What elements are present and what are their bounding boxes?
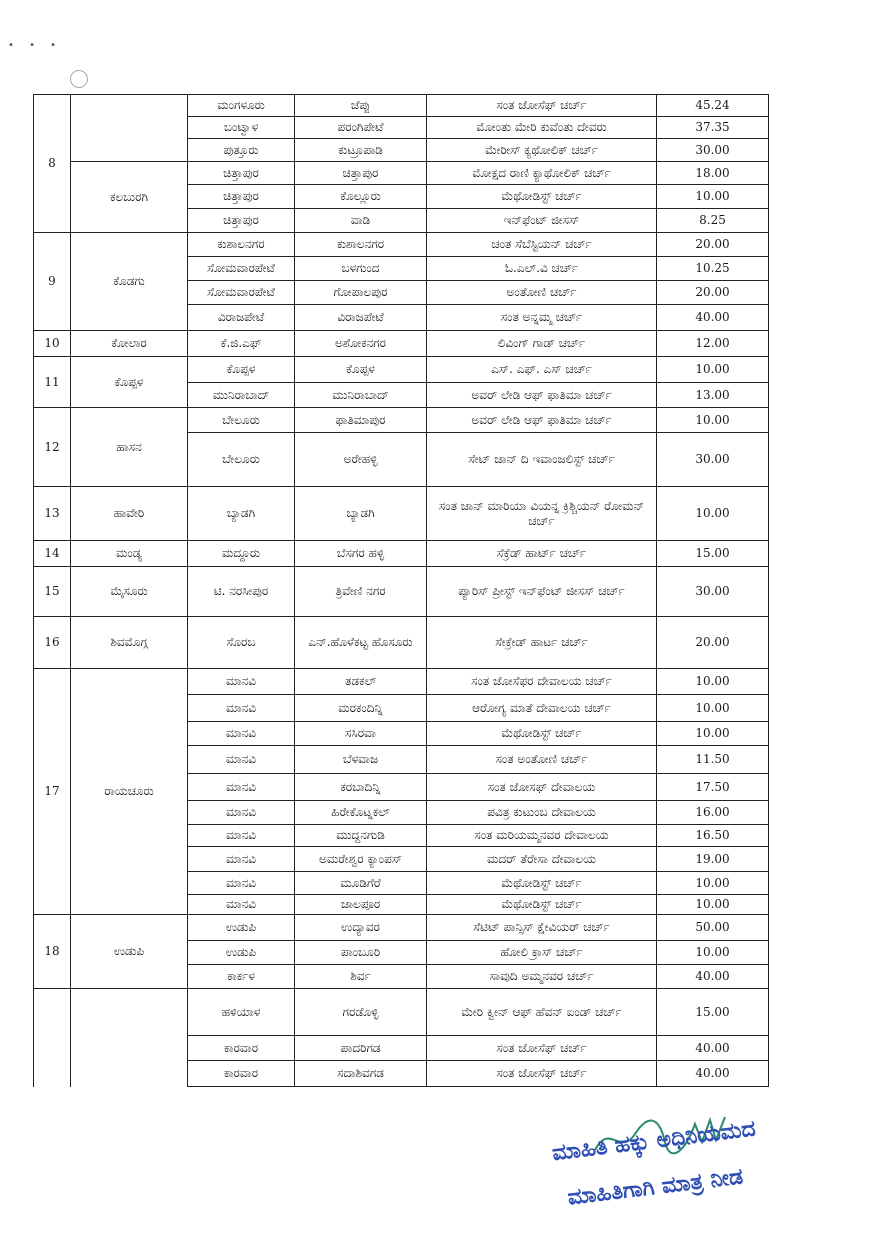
amount-cell: 37.35 [657, 117, 769, 139]
amount-cell: 16.00 [657, 801, 769, 825]
place-cell: ಮರಕಂದಿನ್ನಿ [295, 695, 427, 722]
serial-cell: 16 [34, 617, 71, 669]
taluk-cell: ಪುತ್ತೂರು [188, 139, 295, 162]
church-cell: ಮೇರೀಸ್ ಕ್ಯಥೋಲಿಕ್ ಚರ್ಚ್ [427, 139, 657, 162]
amount-cell: 10.00 [657, 487, 769, 541]
place-cell: ಶಿರ್ವ [295, 965, 427, 989]
place-cell: ಎನ್.ಹೊಳೆಕಟ್ಟ ಹೊಸೂರು [295, 617, 427, 669]
place-cell: ಮುದ್ದನಗುಡಿ [295, 825, 427, 847]
table-row [34, 487, 769, 541]
table-row [34, 915, 769, 941]
church-cell: ಹೋಲಿ ಕ್ರಾಸ್ ಚರ್ಚ್ [427, 941, 657, 965]
place-cell: ಕೊಪ್ಪಳ [295, 357, 427, 383]
taluk-cell: ಚಿತ್ತಾಪುರ [188, 209, 295, 233]
district-cell: ಶಿವಮೊಗ್ಗ [71, 617, 188, 669]
amount-cell: 40.00 [657, 305, 769, 331]
place-cell: ಗೋಪಾಲಪುರ [295, 281, 427, 305]
taluk-cell: ಮಾನವಿ [188, 847, 295, 872]
place-cell: ಕುಶಾಲನಗರ [295, 233, 427, 257]
amount-cell: 16.50 [657, 825, 769, 847]
taluk-cell: ಮಾನವಿ [188, 669, 295, 695]
place-cell: ತಡಕಲ್ [295, 669, 427, 695]
church-cell: ಎಸ್. ಎಫ್. ಎಸ್ ಚರ್ಚ್ [427, 357, 657, 383]
table-row [34, 669, 769, 695]
place-cell: ಪಾಂಬೂರಿ [295, 941, 427, 965]
amount-cell: 10.00 [657, 722, 769, 746]
serial-cell: 18 [34, 915, 71, 989]
amount-cell: 15.00 [657, 989, 769, 1036]
place-cell: ಕೊಲ್ಲೂರು [295, 185, 427, 209]
church-cell: ಸಾವುದಿ ಅಮ್ಮನವರ ಚರ್ಚ್ [427, 965, 657, 989]
taluk-cell: ಕಾರ್ಕಳ [188, 965, 295, 989]
church-cell: ಸೇಕ್ರೇಡ್ ಹಾರ್ಟ ಚರ್ಚ್ [427, 617, 657, 669]
place-cell: ಕರಬಾದಿನ್ನಿ [295, 774, 427, 801]
taluk-cell: ಮಾನವಿ [188, 801, 295, 825]
district-cell: ರಾಯಚೂರು [71, 669, 188, 915]
taluk-cell: ಸೊರಬ [188, 617, 295, 669]
taluk-cell: ಮಾನವಿ [188, 695, 295, 722]
taluk-cell: ಕಾರವಾರ [188, 1061, 295, 1087]
amount-cell: 10.00 [657, 185, 769, 209]
taluk-cell: ಮಾನವಿ [188, 825, 295, 847]
church-cell: ಸಂತ ಅಂತೋಣಿ ಚರ್ಚ್ [427, 746, 657, 774]
stamp-line-2: ಮಾಹಿತಿಗಾಗಿ ಮಾತ್ರ ನೀಡ [566, 1164, 745, 1211]
place-cell: ಬಳಗುಂದ [295, 257, 427, 281]
place-cell: ವಾಡಿ [295, 209, 427, 233]
church-cell: ಸಂತ ಜಾನ್ ಮಾರಿಯಾ ವಿಯನ್ನ ಕ್ರಿಶ್ಚಿಯನ್ ರೋಮನ್ ಚರ್ಚ್ [427, 487, 657, 541]
district-cell [71, 989, 188, 1087]
amount-cell: 40.00 [657, 1036, 769, 1061]
district-cell: ಮಂಡ್ಯ [71, 541, 188, 567]
amount-cell: 40.00 [657, 965, 769, 989]
amount-cell: 30.00 [657, 433, 769, 487]
church-cell: ಸೇಟ್ ಜಾನ್ ದಿ ಇವಾಂಜಲಿಸ್ಟ್ ಚರ್ಚ್ [427, 433, 657, 487]
table-row [34, 357, 769, 383]
amount-cell: 20.00 [657, 617, 769, 669]
place-cell: ಮೂಡಿಗೆರೆ [295, 872, 427, 895]
district-cell: ಕೊಪ್ಪಳ [71, 357, 188, 408]
district-cell [71, 95, 188, 162]
church-cell: ಸೆಕ್ರೆಡ್ ಹಾರ್ಟ್ ಚರ್ಚ್ [427, 541, 657, 567]
place-cell: ತ್ರಿವೇಣಿ ನಗರ [295, 567, 427, 617]
serial-cell: 12 [34, 408, 71, 487]
amount-cell: 30.00 [657, 139, 769, 162]
amount-cell: 18.00 [657, 162, 769, 185]
place-cell: ಬ್ಯಾಡಗಿ [295, 487, 427, 541]
amount-cell: 19.00 [657, 847, 769, 872]
table-row [34, 331, 769, 357]
taluk-cell: ಹಳಿಯಾಳ [188, 989, 295, 1036]
church-cell: ಸಂತ ಜೋಸೆಫ್ ಚರ್ಚ್ [427, 95, 657, 117]
place-cell: ಉದ್ಯಾವರ [295, 915, 427, 941]
amount-cell: 10.00 [657, 695, 769, 722]
church-cell: ಅವರ್ ಲೇಡಿ ಆಫ್ ಫಾತಿಮಾ ಚರ್ಚ್ [427, 383, 657, 408]
table-row [34, 617, 769, 669]
taluk-cell: ಸೋಮವಾರಪೇಟೆ [188, 257, 295, 281]
church-grant-table [33, 94, 769, 1087]
taluk-cell: ಮಂಗಳೂರು [188, 95, 295, 117]
taluk-cell: ಚಿತ್ತಾಪುರ [188, 185, 295, 209]
church-cell: ಇನ್‌ಫೆಂಟ್ ಜೀಸಸ್ [427, 209, 657, 233]
serial-cell: 11 [34, 357, 71, 408]
table-row [34, 233, 769, 257]
amount-cell: 20.00 [657, 281, 769, 305]
taluk-cell: ಮಾನವಿ [188, 872, 295, 895]
taluk-cell: ಮಾನವಿ [188, 722, 295, 746]
district-cell: ಕಲಬುರಗಿ [71, 162, 188, 233]
amount-cell: 8.25 [657, 209, 769, 233]
table-row [34, 95, 769, 117]
amount-cell: 11.50 [657, 746, 769, 774]
district-cell: ಮೈಸೂರು [71, 567, 188, 617]
taluk-cell: ಕಾರವಾರ [188, 1036, 295, 1061]
taluk-cell: ಚಿತ್ತಾಪುರ [188, 162, 295, 185]
taluk-cell: ಮದ್ದೂರು [188, 541, 295, 567]
table-row [34, 408, 769, 433]
taluk-cell: ಕುಶಾಲನಗರ [188, 233, 295, 257]
district-cell: ಹಾವೇರಿ [71, 487, 188, 541]
table-row [34, 567, 769, 617]
church-cell: ಮೋಕ್ಷದ ರಾಣಿ ಕ್ಯಾಥೋಲಿಕ್ ಚರ್ಚ್ [427, 162, 657, 185]
district-cell: ಉಡುಪಿ [71, 915, 188, 989]
rti-stamp [528, 1083, 839, 1229]
amount-cell: 13.00 [657, 383, 769, 408]
margin-dots: • • • [8, 40, 63, 51]
place-cell: ವಿರಾಜಪೇಟೆ [295, 305, 427, 331]
church-cell: ಸಂತ ಮರಿಯಮ್ಮನವರ ದೇವಾಲಯ [427, 825, 657, 847]
church-cell: ಸಂತ ಜೋಸೆಫ್ ಚರ್ಚ್ [427, 1036, 657, 1061]
place-cell: ಗರಡೊಳ್ಳಿ [295, 989, 427, 1036]
place-cell: ಹಿರೇಕೊಟ್ನಕಲ್ [295, 801, 427, 825]
amount-cell: 17.50 [657, 774, 769, 801]
serial-cell: 15 [34, 567, 71, 617]
church-cell: ಮೋಂತು ಮೇರಿ ಕುವೆಂತು ದೇವರು [427, 117, 657, 139]
taluk-cell: ವಿರಾಜಪೇಟೆ [188, 305, 295, 331]
church-cell: ಮೇರಿ ಕ್ವೀನ್ ಆಫ್ ಹೆವನ್ ಐಂಡ್ ಚರ್ಚ್ [427, 989, 657, 1036]
church-cell: ಲಿವಿಂಗ್ ಗಾಡ್ ಚರ್ಚ್ [427, 331, 657, 357]
amount-cell: 50.00 [657, 915, 769, 941]
taluk-cell: ಸೋಮವಾರಪೇಟೆ [188, 281, 295, 305]
church-cell: ಆರೋಗ್ಯ ಮಾತೆ ದೇವಾಲಯ ಚರ್ಚ್ [427, 695, 657, 722]
church-cell: ಚಂತ ಸೆಬೆಸ್ಟಿಯನ್ ಚರ್ಚ್ [427, 233, 657, 257]
church-cell: ಮೆಥೋಡಿಸ್ಟ್ ಚರ್ಚ್ [427, 185, 657, 209]
taluk-cell: ಬ್ಯಾಡಗಿ [188, 487, 295, 541]
taluk-cell: ಬೇಲೂರು [188, 408, 295, 433]
amount-cell: 10.25 [657, 257, 769, 281]
taluk-cell: ಉಡುಪಿ [188, 941, 295, 965]
place-cell: ಪಾದರಿಗಡ [295, 1036, 427, 1061]
amount-cell: 30.00 [657, 567, 769, 617]
church-cell: ಸೆಟಿಟ್ ಪಾನ್ಸಿಸ್ ಕ್ಷೇವಿಯರ್ ಚರ್ಚ್ [427, 915, 657, 941]
church-cell: ಮೆಥೋಡಿಸ್ಟ್ ಚರ್ಚ್ [427, 872, 657, 895]
amount-cell: 10.00 [657, 941, 769, 965]
taluk-cell: ಕೊಪ್ಪಳ [188, 357, 295, 383]
amount-cell: 10.00 [657, 357, 769, 383]
church-cell: ಸಂತ ಅನ್ನಮ್ಮ ಚರ್ಚ್ [427, 305, 657, 331]
taluk-cell: ಬೇಲೂರು [188, 433, 295, 487]
serial-cell: 9 [34, 233, 71, 331]
table-row [34, 162, 769, 185]
district-cell: ಕೋಲಾರ [71, 331, 188, 357]
place-cell: ಪರಂಗಿಪೇಟೆ [295, 117, 427, 139]
place-cell: ಬೆಳವಾಜ [295, 746, 427, 774]
punch-hole [70, 70, 88, 88]
serial-cell: 10 [34, 331, 71, 357]
taluk-cell: ಕೆ.ಜಿ.ಎಫ್ [188, 331, 295, 357]
church-cell: ಮೆಥೋಡಿಸ್ಟ್ ಚರ್ಚ್ [427, 895, 657, 915]
church-cell: ಸಂತ ಜೋಸೆಫ್ ಚರ್ಚ್ [427, 1061, 657, 1087]
taluk-cell: ಉಡುಪಿ [188, 915, 295, 941]
amount-cell: 10.00 [657, 895, 769, 915]
taluk-cell: ಟಿ. ನರಸೀಪುರ [188, 567, 295, 617]
place-cell: ಕುಟ್ರೂಪಾಡಿ [295, 139, 427, 162]
amount-cell: 40.00 [657, 1061, 769, 1087]
place-cell: ಮುನಿರಾಬಾದ್ [295, 383, 427, 408]
church-cell: ಅವರ್ ಲೇಡಿ ಆಫ್ ಫಾತಿಮಾ ಚರ್ಚ್ [427, 408, 657, 433]
taluk-cell: ಮಾನವಿ [188, 774, 295, 801]
place-cell: ಸಸಿರವಾ [295, 722, 427, 746]
amount-cell: 10.00 [657, 669, 769, 695]
amount-cell: 45.24 [657, 95, 769, 117]
taluk-cell: ಮಾನವಿ [188, 746, 295, 774]
place-cell: ಚಿತ್ತಾಪುರ [295, 162, 427, 185]
stamp-line-1: ಮಾಹಿತಿ ಹಕ್ಕು ಅಧಿನಿಯಮದ [550, 1116, 757, 1167]
church-cell: ಓ.ಎಲ್.ವಿ ಚರ್ಚ್ [427, 257, 657, 281]
place-cell: ಜಾಲಪೂರ [295, 895, 427, 915]
place-cell: ಬೆಸಗರ ಹಳ್ಳಿ [295, 541, 427, 567]
taluk-cell: ಮುನಿರಾಬಾದ್ [188, 383, 295, 408]
serial-cell: 8 [34, 95, 71, 233]
taluk-cell: ಮಾನವಿ [188, 895, 295, 915]
district-cell: ಕೊಡಗು [71, 233, 188, 331]
church-cell: ಪವಿತ್ರ ಕುಟುಂಬ ದೇವಾಲಯ [427, 801, 657, 825]
church-cell: ಪ್ಯಾರಿಸ್ ಪ್ರೀಸ್ಟ್ ಇನ್‌ಫೆಂಟ್ ಜೀಸಸ್ ಚರ್ಚ್ [427, 567, 657, 617]
church-cell: ಮದರ್ ತೆರೇಸಾ ದೇವಾಲಯ [427, 847, 657, 872]
taluk-cell: ಬಂಟ್ವಾಳ [188, 117, 295, 139]
district-cell: ಹಾಸನ [71, 408, 188, 487]
church-cell: ಅಂತೋಣಿ ಚರ್ಚ್ [427, 281, 657, 305]
amount-cell: 15.00 [657, 541, 769, 567]
church-cell: ಸಂತ ಜೋಸೆಫರ ದೇವಾಲಯ ಚರ್ಚ್ [427, 669, 657, 695]
serial-cell: 14 [34, 541, 71, 567]
serial-cell: 17 [34, 669, 71, 915]
amount-cell: 10.00 [657, 872, 769, 895]
place-cell: ಅಮರೇಶ್ವರ ಕ್ಯಾಂಪಸ್ [295, 847, 427, 872]
table-row [34, 989, 769, 1036]
serial-cell: 13 [34, 487, 71, 541]
place-cell: ಅಶೋಕನಗರ [295, 331, 427, 357]
place-cell: ಜೆಪ್ಪು [295, 95, 427, 117]
amount-cell: 20.00 [657, 233, 769, 257]
serial-cell [34, 989, 71, 1087]
amount-cell: 10.00 [657, 408, 769, 433]
place-cell: ಅರೇಹಳ್ಳಿ [295, 433, 427, 487]
place-cell: ಸದಾಶಿವಗಡ [295, 1061, 427, 1087]
church-cell: ಮೆಥೋಡಿಸ್ಟ್ ಚರ್ಚ್ [427, 722, 657, 746]
place-cell: ಫಾತಿಮಾಪುರ [295, 408, 427, 433]
church-cell: ಸಂತ ಜೋಸಫ್ ದೇವಾಲಯ [427, 774, 657, 801]
amount-cell: 12.00 [657, 331, 769, 357]
table-row [34, 541, 769, 567]
